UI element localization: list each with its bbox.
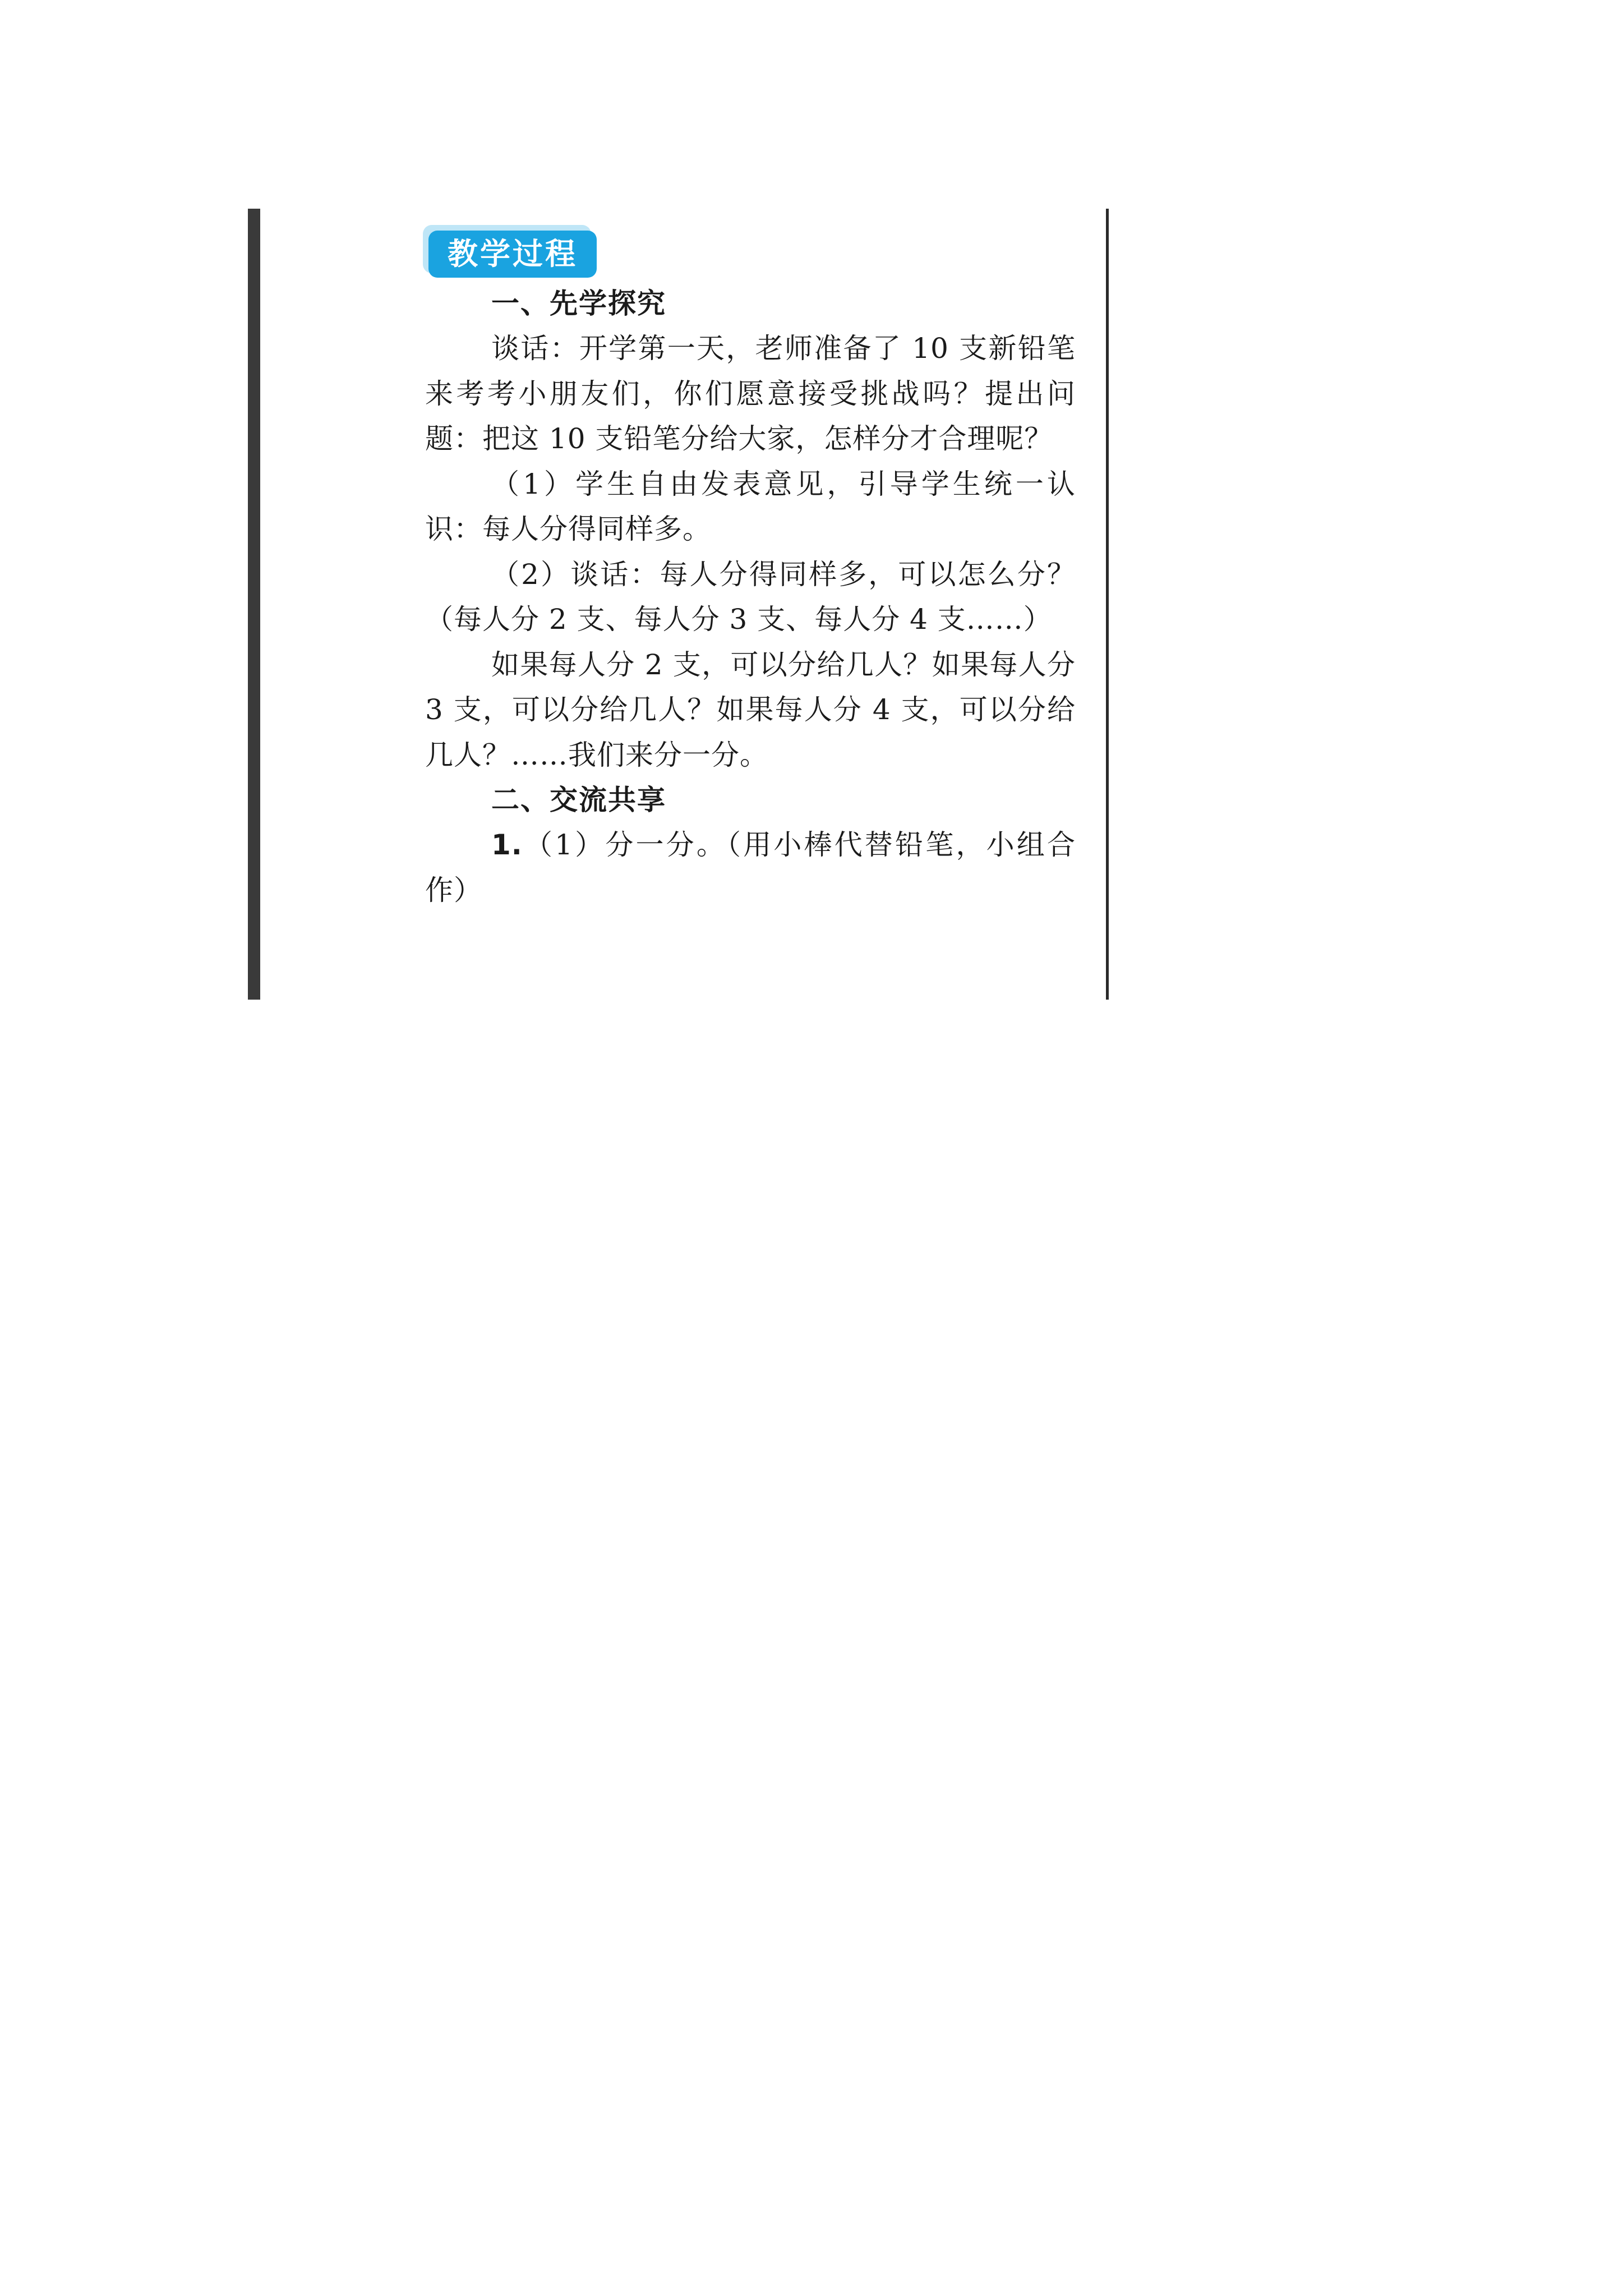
badge-title: 教学过程 xyxy=(428,231,597,278)
page-content xyxy=(425,227,1076,913)
paragraph-item-1 xyxy=(425,822,1076,913)
heading-jiao-liu-gong-xiang: 二、交流共享 xyxy=(491,784,666,816)
paragraph-step-2: （2）谈话：每人分得同样多，可以怎么分？（每人分 2 支、每人分 3 支、每人分 4 支……） xyxy=(425,558,1076,636)
right-margin-rule xyxy=(1106,209,1109,1000)
paragraph-step-1: （1）学生自由发表意见，引导学生统一认识：每人分得同样多。 xyxy=(425,467,1076,545)
heading-xian-xue-tan-jiu: 一、先学探究 xyxy=(491,287,666,320)
item-number: 1. xyxy=(491,829,523,861)
paragraph-questions: 如果每人分 2 支，可以分给几人？如果每人分 3 支，可以分给几人？如果每人分 4 支，可以分给几人？……我们来分一分。 xyxy=(425,648,1076,771)
left-margin-bar xyxy=(248,209,260,1000)
item-text: （1）分一分。（用小棒代替铅笔，小组合作） xyxy=(425,829,1076,907)
paragraph-intro: 谈话：开学第一天，老师准备了 10 支新铅笔来考考小朋友们，你们愿意接受挑战吗？提出问题：把这 10 支铅笔分给大家，怎样分才合理呢？ xyxy=(425,332,1076,455)
section-badge xyxy=(426,227,598,279)
